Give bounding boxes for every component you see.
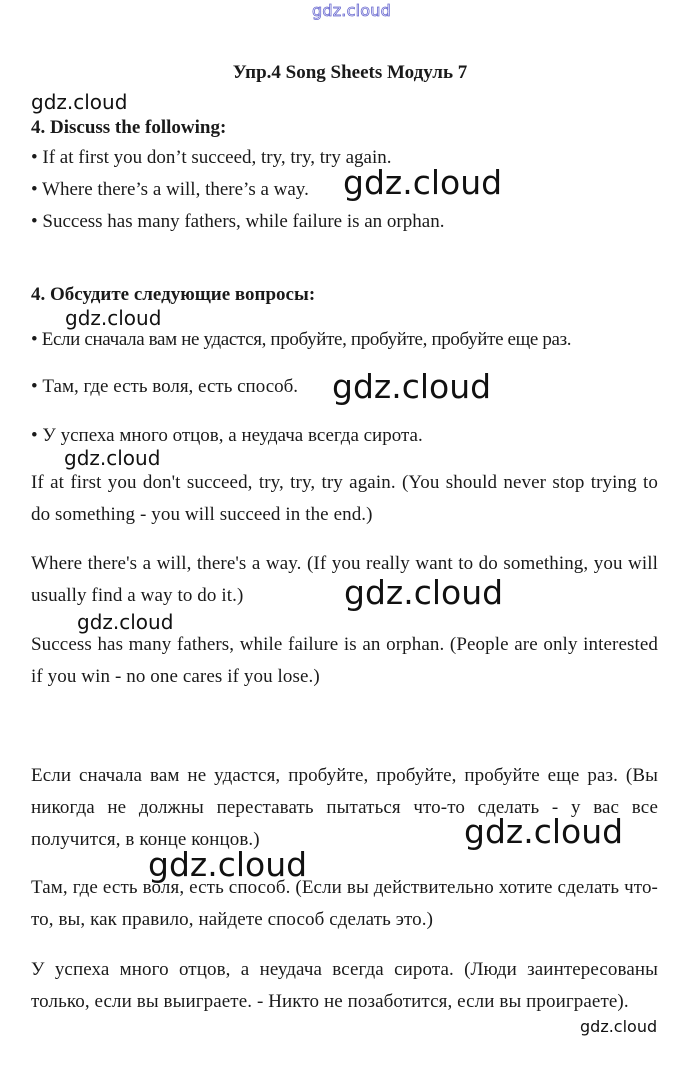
english-bullet: • Where there’s a will, there’s a way. — [31, 179, 309, 200]
watermark: gdz.cloud — [580, 1017, 658, 1036]
english-bullet: • Success has many fathers, while failure is an orphan. — [31, 211, 445, 232]
answer-paragraph-ru: У успеха много отцов, а неудача всегда сирота. (Люди заинтересованы только, если вы выиграете. - Никто не позаботится, если вы проиграете). — [31, 959, 658, 1012]
watermark: gdz.cloud — [64, 446, 161, 470]
answer-paragraph-en: If at first you don't succeed, try, try, try again. (You should never stop trying to do something - you will succeed in the end.) — [31, 472, 658, 525]
watermark: gdz.cloud — [77, 610, 174, 634]
answer-paragraph-en: Success has many fathers, while failure is an orphan. (People are only interested if you win - no one cares if you lose.) — [31, 634, 658, 687]
watermark: gdz.cloud — [343, 163, 503, 202]
watermark: gdz.cloud — [65, 306, 162, 330]
russian-bullet: • Если сначала вам не удастся, пробуйте, пробуйте, пробуйте еще раз. — [31, 329, 572, 350]
english-heading: 4. Discuss the following: — [31, 117, 227, 138]
russian-heading: 4. Обсудите следующие вопросы: — [31, 284, 316, 305]
russian-bullet: • У успеха много отцов, а неудача всегда сирота. — [31, 425, 423, 446]
watermark: gdz.cloud — [344, 573, 504, 612]
watermark: gdz.cloud — [464, 812, 624, 851]
russian-bullet: • Там, где есть воля, есть способ. — [31, 376, 299, 397]
watermark: gdz.cloud — [148, 845, 308, 884]
answer-paragraph-ru: Если сначала вам не удастся, пробуйте, пробуйте, пробуйте еще раз. (Вы никогда не должны переставать пытаться что-то сделать - у вас все получится, в конце концов.) — [31, 765, 658, 850]
page-title: Упр.4 Song Sheets Модуль 7 — [232, 62, 468, 83]
watermark-top: gdz.cloud — [312, 1, 391, 20]
watermark: gdz.cloud — [31, 90, 128, 114]
english-bullet: • If at first you don’t succeed, try, try, try again. — [31, 147, 392, 168]
answer-paragraph-en: Where there's a will, there's a way. (If you really want to do something, you will usually find a way to do it.) — [31, 553, 658, 606]
watermark: gdz.cloud — [332, 367, 492, 406]
answer-paragraph-ru: Там, где есть воля, есть способ. (Если вы действительно хотите сделать что-то, вы, как правило, найдете способ сделать это.) — [31, 877, 658, 930]
